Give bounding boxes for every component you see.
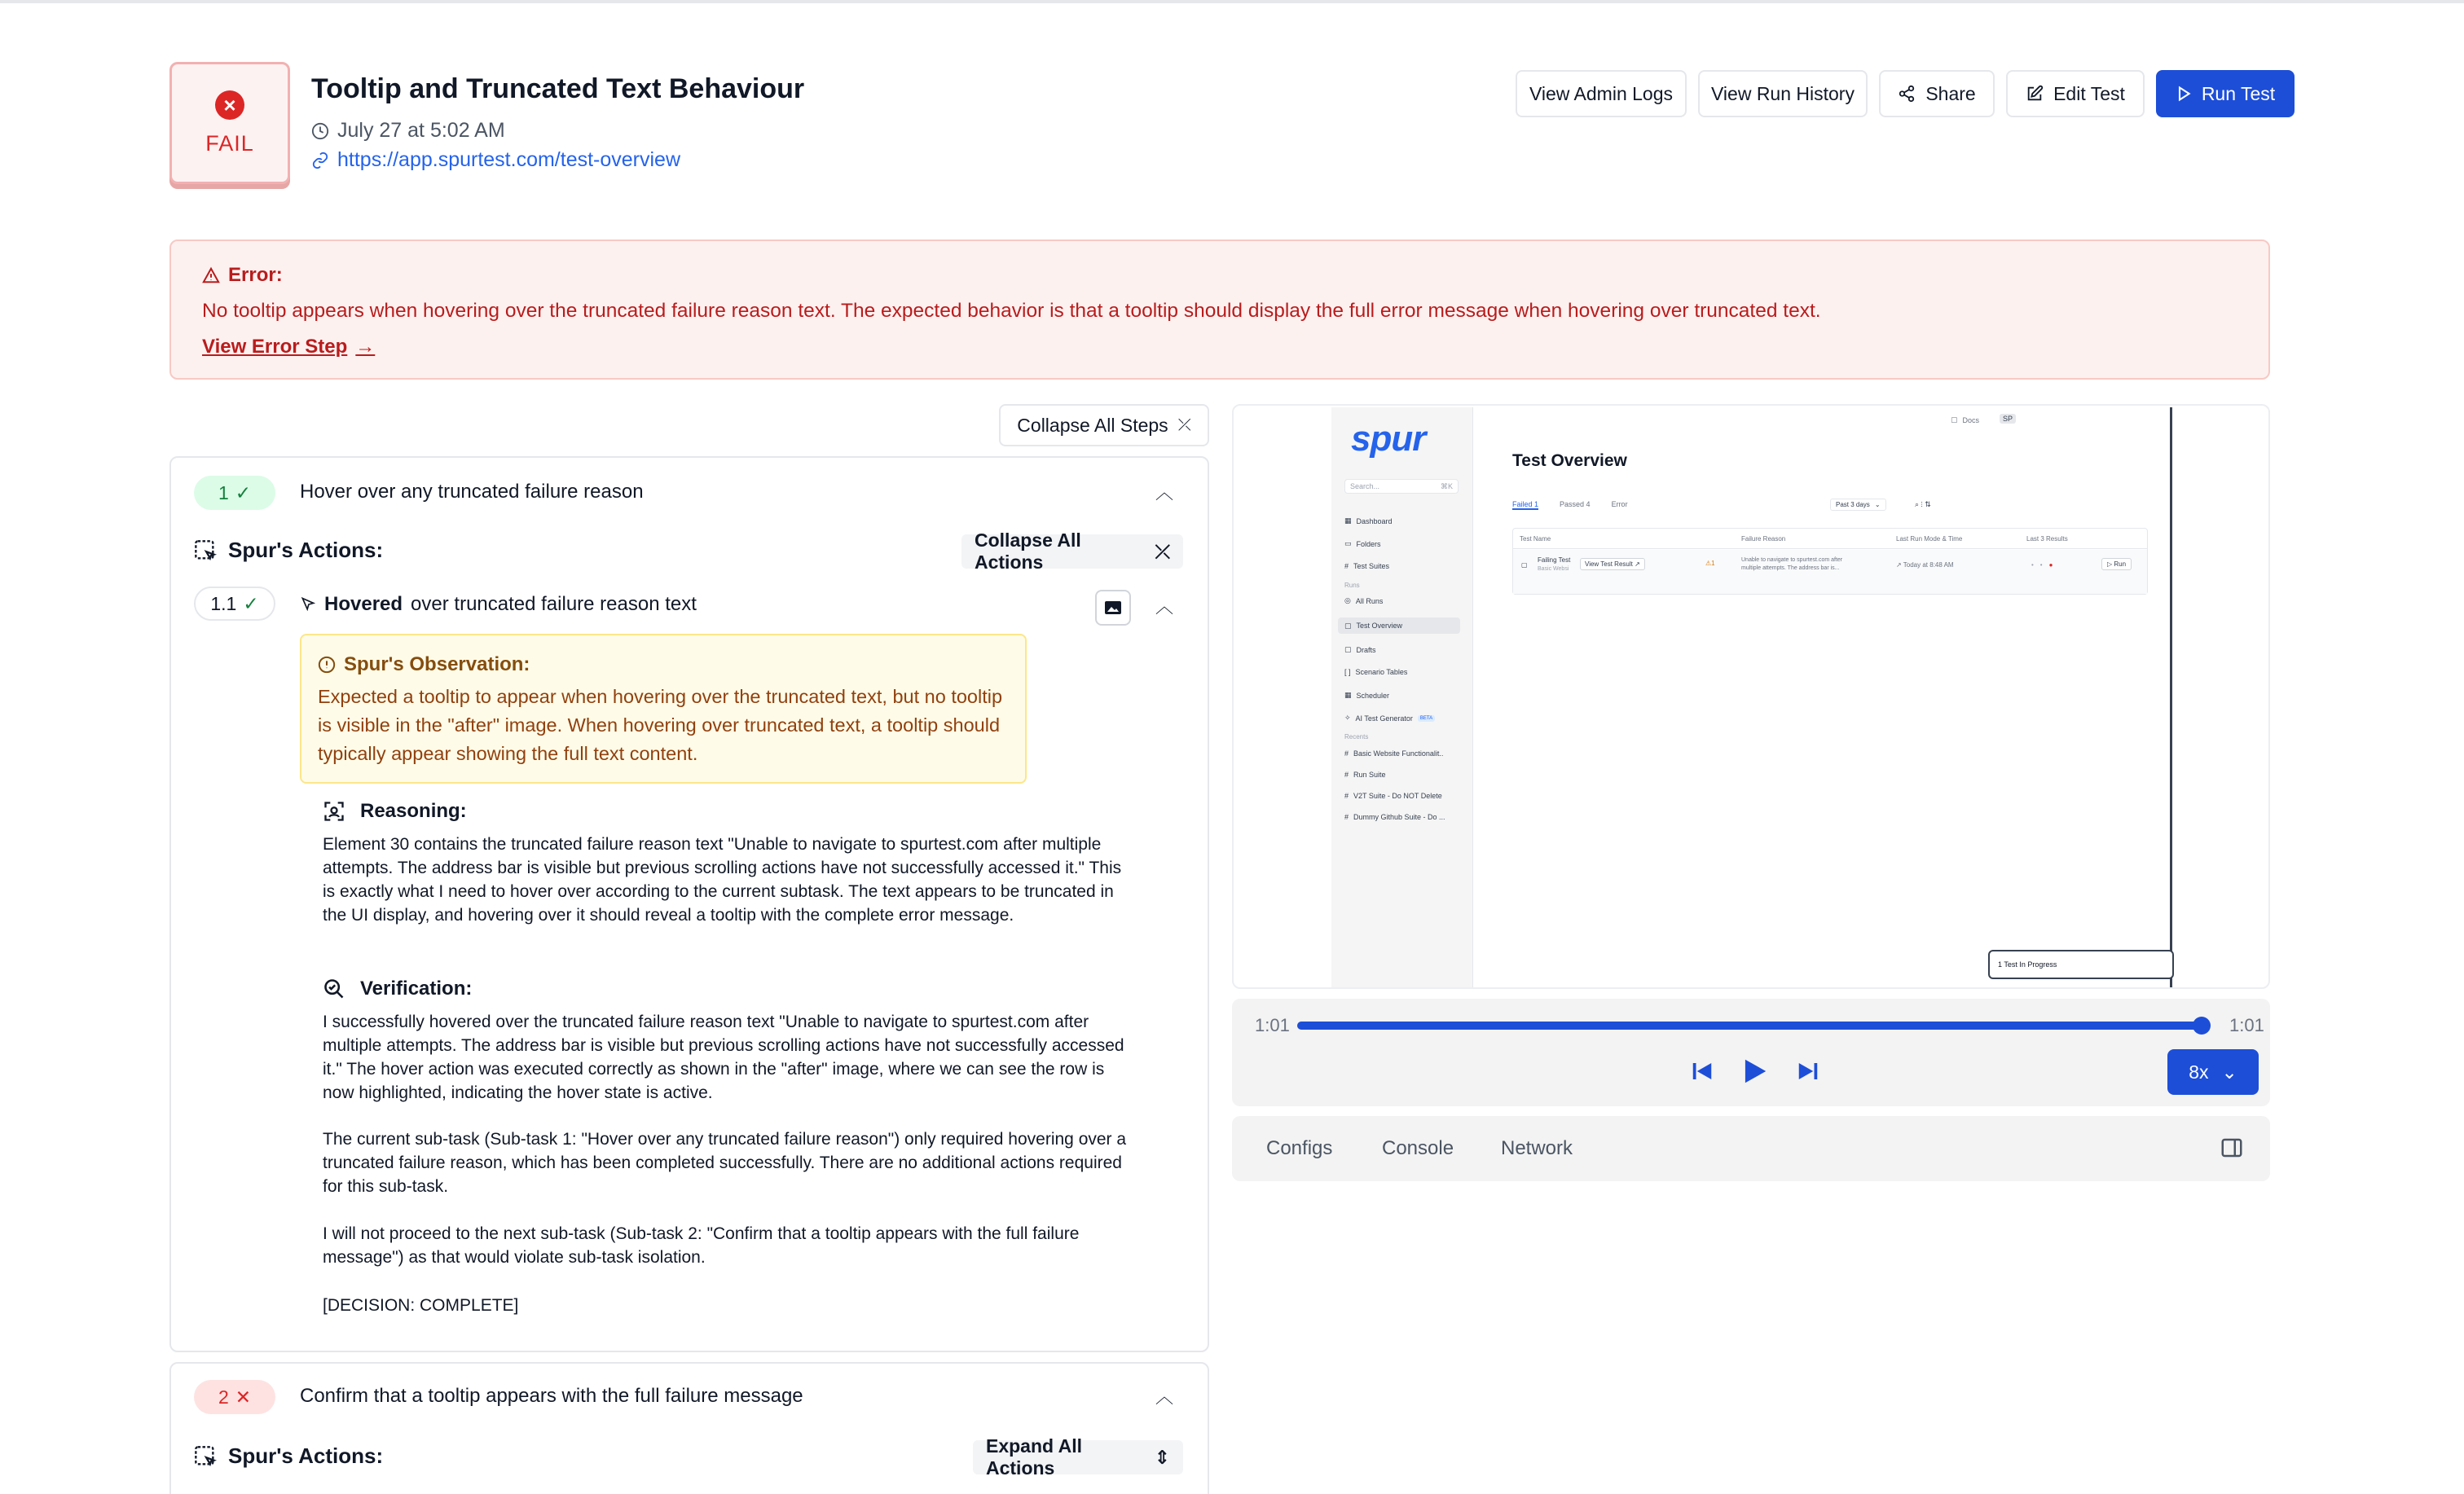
step-1-number: 1	[218, 481, 229, 503]
mini-docs-label: Docs	[1962, 415, 1980, 424]
mini-runs-section: Runs	[1344, 582, 1360, 589]
expand-all-actions-label: Expand All Actions	[986, 1435, 1082, 1479]
edit-test-label: Edit Test	[2053, 82, 2125, 104]
reasoning-text: Element 30 contains the truncated failure reason text "Unable to navigate to spurtest.com after multiple attempts. The address bar is visible but previous scrolling actions have not successfully accessed it." This is exactly what I need to hover over according to the current subtask. The text appears to be truncated in the UI display, and hovering over it should reveal a tooltip with the complete error message.	[323, 835, 1122, 925]
step-2-actions-heading-text: Spur's Actions:	[228, 1443, 384, 1468]
mini-nav-label: Scenario Tables	[1355, 668, 1408, 676]
step-2-actions-heading	[194, 1443, 383, 1469]
view-error-step-link[interactable]	[202, 336, 375, 358]
collapse-icon: ⤫	[1155, 540, 1170, 562]
view-error-step-label: View Error Step	[202, 336, 348, 358]
mini-recent-3: # V2T Suite - Do NOT Delete	[1344, 792, 1442, 800]
view-screenshot-button[interactable]	[1095, 590, 1131, 626]
bottom-tabs	[1232, 1116, 2270, 1181]
mini-recent-label: Run Suite	[1353, 771, 1386, 779]
screenshot-frame	[1331, 407, 2172, 989]
play-icon	[1739, 1056, 1770, 1087]
chevron-up-icon[interactable]: ︿	[1155, 596, 1174, 617]
mini-nav-label: Scheduler	[1356, 691, 1390, 700]
mini-col-time: Last Run Mode & Time	[1896, 535, 1963, 543]
view-run-history-button[interactable]	[1698, 70, 1868, 117]
mini-search-placeholder: Search...	[1350, 482, 1380, 490]
error-heading	[202, 264, 283, 287]
progress-track[interactable]	[1297, 1022, 2202, 1030]
verification-text-2: The current sub-task (Sub-task 1: "Hover over any truncated failure reason") only required hovering over a truncated failure reason, which has been completed successfully. There are no additional actions required for this sub-task.	[323, 1130, 1127, 1196]
mini-run-label: Run	[2114, 560, 2127, 568]
verification-text-3: I will not proceed to the next sub-task (Sub-task 2: "Confirm that a tooltip appears with the full failure message") as that would violate sub-task isolation.	[323, 1224, 1080, 1267]
playback-controls	[1232, 999, 2270, 1106]
edit-test-button[interactable]	[2006, 70, 2145, 117]
play-icon	[2176, 86, 2192, 102]
mini-view-result-label: View Test Result	[1585, 560, 1633, 568]
skip-forward-icon	[1796, 1057, 1820, 1085]
page-title: Tooltip and Truncated Text Behaviour	[311, 73, 805, 104]
status-label: FAIL	[205, 130, 254, 156]
mini-range-select: Past 3 days ⌄	[1830, 499, 1886, 511]
select-icon	[194, 539, 217, 562]
step-2-number: 2	[218, 1386, 229, 1408]
mini-file-icon: ▢	[1521, 561, 1528, 569]
mini-nav-label: Drafts	[1356, 645, 1376, 654]
time-start: 1:01	[1255, 1015, 1290, 1035]
verification-heading-text: Verification:	[360, 978, 473, 1000]
mini-nav-label: AI Test Generator	[1355, 714, 1413, 723]
test-url-link[interactable]	[311, 148, 680, 172]
mini-row-results: ••●	[2031, 561, 2060, 569]
check-icon: ✓	[243, 592, 259, 614]
mini-in-progress-label: 1 Test In Progress	[1998, 960, 2057, 969]
mini-tabs	[1512, 500, 1628, 510]
scan-icon	[323, 800, 345, 823]
edit-icon	[2026, 85, 2044, 103]
mini-tab-failed: Failed 1	[1512, 500, 1539, 508]
tab-network[interactable]: Network	[1501, 1137, 1573, 1159]
mini-nav-drafts: ▢ Drafts	[1344, 645, 1376, 654]
mini-tab-passed: Passed 4	[1560, 500, 1591, 508]
mini-recent-label: V2T Suite - Do NOT Delete	[1353, 792, 1442, 800]
mini-col-reason: Failure Reason	[1741, 535, 1786, 543]
mini-nav-label: Test Suites	[1353, 562, 1390, 570]
step-1-status-pill	[194, 476, 275, 510]
panel-icon	[2220, 1136, 2244, 1160]
observation-heading-text: Spur's Observation:	[344, 653, 530, 675]
collapse-all-actions-label: Collapse All Actions	[975, 529, 1081, 573]
progress-fill	[1297, 1022, 2202, 1030]
mini-nav-scheduler: ▦ Scheduler	[1344, 691, 1390, 700]
collapse-all-steps-button[interactable]	[999, 404, 1209, 446]
mini-row-time-text: Today at 8:48 AM	[1903, 561, 1954, 569]
tab-console[interactable]: Console	[1382, 1137, 1454, 1159]
tab-configs[interactable]: Configs	[1266, 1137, 1333, 1159]
mini-table	[1512, 528, 2148, 595]
mini-col-name: Test Name	[1520, 535, 1551, 543]
arrow-right-icon: →	[355, 336, 376, 358]
mini-warning-badge: ⚠1	[1705, 560, 1715, 567]
magnifier-check-icon	[323, 978, 345, 1000]
info-icon	[318, 656, 336, 674]
mini-run-button: ▷ Run	[2101, 558, 2132, 570]
mini-nav-label: All Runs	[1355, 596, 1384, 605]
collapse-icon: ⤫	[1177, 415, 1191, 434]
step-1-actions-heading	[194, 538, 383, 563]
check-icon: ✓	[235, 481, 252, 503]
mini-col-results: Last 3 Results	[2026, 535, 2068, 543]
chevron-up-icon[interactable]: ︿	[1155, 1386, 1174, 1407]
share-label: Share	[1925, 82, 1976, 104]
toggle-panel-button[interactable]	[2220, 1136, 2244, 1164]
status-badge	[169, 62, 290, 184]
mini-sidebar	[1331, 407, 1473, 989]
time-end: 1:01	[2229, 1015, 2264, 1035]
mini-docs: ▢ Docs	[1951, 415, 1980, 424]
run-test-button[interactable]	[2156, 70, 2295, 117]
spur-logo: spur	[1351, 419, 1426, 459]
decision-text: [DECISION: COMPLETE]	[323, 1296, 519, 1315]
verification-text-1: I successfully hovered over the truncated failure reason text "Unable to navigate to spurtest.com after multiple attempts. The address bar is visible but previous scrolling actions have not successfully accessed it." The hover action was executed correctly as shown in the "after" image, where we can see the row is now highlighted, indicating the hover state is active.	[323, 1013, 1124, 1102]
expand-icon: ⇕	[1154, 1446, 1170, 1468]
mini-page-title: Test Overview	[1512, 451, 1627, 470]
reasoning-heading	[323, 800, 467, 823]
chevron-down-icon: ⌄	[2221, 1061, 2237, 1083]
select-icon	[194, 1445, 217, 1468]
action-1-1-description	[300, 593, 697, 616]
observation-box	[300, 634, 1027, 784]
test-url-text[interactable]: https://app.spurtest.com/test-overview	[337, 148, 681, 171]
mini-row-reason: Unable to navigate to spurtest.com after multiple attempts. The address bar is...	[1741, 557, 1843, 571]
mini-view-result-button: View Test Result ↗	[1580, 558, 1645, 570]
speed-label: 8x	[2189, 1061, 2209, 1083]
mini-nav-label: Test Overview	[1356, 622, 1403, 630]
error-heading-text: Error:	[228, 264, 283, 286]
mini-nav-scenario: [ ] Scenario Tables	[1344, 668, 1408, 676]
clock-icon	[311, 122, 329, 140]
mini-recent-label: Basic Website Functionalit..	[1353, 749, 1444, 758]
progress-handle[interactable]	[2193, 1017, 2211, 1035]
verification-heading	[323, 978, 472, 1000]
step-1-actions-heading-text: Spur's Actions:	[228, 538, 384, 562]
mini-in-progress	[1988, 950, 2174, 979]
mini-row-sub: Basic Websi	[1538, 566, 1569, 572]
mini-nav-suites: # Test Suites	[1344, 562, 1390, 570]
action-number: 1.1	[210, 592, 237, 614]
view-admin-logs-label: View Admin Logs	[1529, 82, 1673, 104]
mini-avatar: SP	[2000, 414, 2016, 424]
play-button[interactable]	[1739, 1056, 1770, 1091]
cursor-icon	[300, 596, 316, 613]
speed-select[interactable]	[2167, 1049, 2259, 1095]
run-test-label: Run Test	[2201, 82, 2276, 104]
mini-recents-section: Recents	[1344, 733, 1369, 740]
skip-back-icon	[1690, 1057, 1714, 1085]
mini-beta-badge: BETA	[1418, 715, 1435, 722]
action-1-1-pill	[194, 587, 275, 621]
share-icon	[1898, 85, 1916, 103]
run-date-text: July 27 at 5:02 AM	[337, 119, 505, 142]
warning-icon	[202, 266, 220, 284]
mini-row-time: ↗ Today at 8:48 AM	[1896, 561, 1954, 569]
mini-nav-all-runs: ◎ All Runs	[1344, 596, 1384, 605]
mini-recent-4: # Dummy Github Suite - Do ...	[1344, 813, 1445, 821]
mini-nav-dashboard: ▦ Dashboard	[1344, 516, 1393, 525]
observation-heading	[318, 653, 530, 676]
collapse-all-steps-label: Collapse All Steps	[1017, 414, 1168, 436]
mini-nav-label: Dashboard	[1356, 516, 1393, 525]
mini-recent-1: # Basic Website Functionalit..	[1344, 749, 1444, 758]
reasoning-heading-text: Reasoning:	[360, 800, 467, 822]
mini-nav-ai-generator: ✧ AI Test Generator BETA	[1344, 714, 1435, 723]
step-1-title: Hover over any truncated failure reason	[300, 481, 644, 503]
mini-search	[1344, 479, 1459, 494]
mini-search-kbd: ⌘K	[1440, 481, 1453, 490]
observation-text: Expected a tooltip to appear when hovering over the truncated text, but no tooltip is visible in the "after" image. When hovering over truncated text, a tooltip should typically appear showing the full text content.	[318, 686, 1003, 764]
mini-nav-label: Folders	[1356, 539, 1381, 548]
error-banner	[169, 239, 2270, 380]
skip-back-button[interactable]	[1690, 1057, 1714, 1089]
step-2-title: Confirm that a tooltip appears with the full failure message	[300, 1385, 803, 1407]
action-text: over truncated failure reason text	[411, 593, 697, 615]
mini-recent-2: # Run Suite	[1344, 771, 1386, 779]
top-divider	[0, 0, 2464, 3]
chevron-up-icon[interactable]: ︿	[1155, 482, 1174, 503]
x-icon: ✕	[235, 1386, 252, 1408]
expand-all-actions-button[interactable]	[973, 1435, 1183, 1479]
image-icon	[1103, 598, 1123, 617]
share-button[interactable]	[1879, 70, 1995, 117]
action-verb: Hovered	[324, 593, 403, 615]
step-2-status-pill	[194, 1380, 275, 1414]
skip-forward-button[interactable]	[1796, 1057, 1820, 1089]
error-message: No tooltip appears when hovering over the truncated failure reason text. The expected behavior is that a tooltip should display the full error message when hovering over truncated text.	[202, 300, 1821, 322]
run-date	[311, 119, 505, 143]
mini-row-name: Failing Test	[1538, 556, 1571, 564]
mini-range-label: Past 3 days	[1836, 501, 1870, 508]
link-icon	[311, 152, 329, 169]
mini-nav-folders: ▭ Folders	[1344, 539, 1381, 548]
mini-tab-error: Error	[1611, 500, 1628, 508]
fail-x-icon: ×	[215, 90, 244, 120]
view-run-history-label: View Run History	[1711, 82, 1855, 104]
mini-table-tools: ⌕ ⫶ ⇅	[1915, 500, 1931, 508]
collapse-all-actions-button[interactable]	[961, 529, 1183, 573]
screenshot-viewer	[1232, 404, 2270, 989]
mini-nav-test-overview: ▢ Test Overview	[1338, 617, 1460, 634]
view-admin-logs-button[interactable]	[1516, 70, 1687, 117]
mini-recent-label: Dummy Github Suite - Do ...	[1353, 813, 1445, 821]
